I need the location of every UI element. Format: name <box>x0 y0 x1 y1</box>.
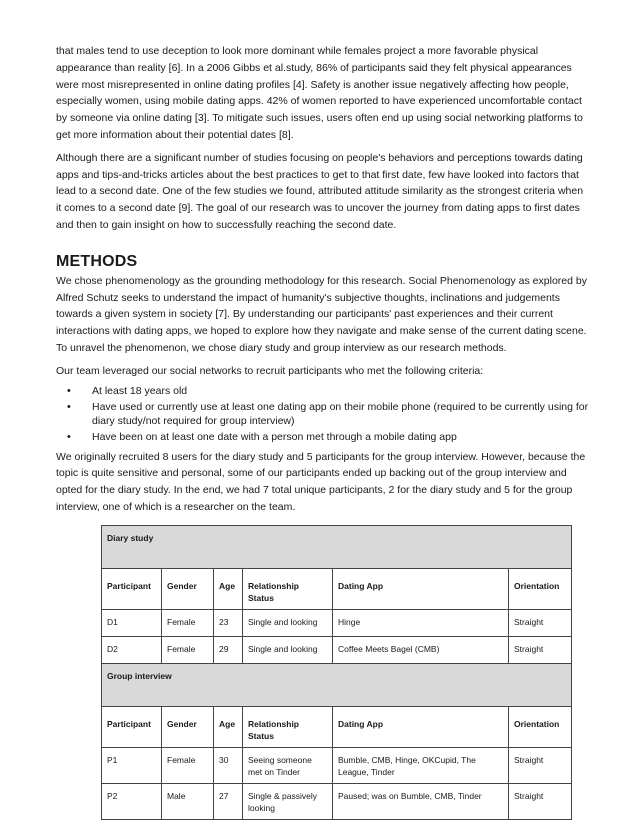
bullet-icon: • <box>67 400 71 413</box>
table-cell: Single & passively looking <box>243 783 333 819</box>
bullet-icon: • <box>67 384 71 397</box>
column-header: Participant <box>102 568 162 609</box>
table-cell: 27 <box>214 783 243 819</box>
column-header: Relationship Status <box>243 568 333 609</box>
paragraph-second-date: Although there are a significant number of studies focusing on people's behaviors and perceptions towards dating apps and tips-and-tricks articles about the best practices to get to that first date, few have looked into factors that lead to a second date. One of the few studies we found, attributed attitude similarity as the strongest criteria when it comes to a second date [9]. The goal of our research was to uncover the journey from dating apps to first dates and then to gain insight on how to successfully reaching the second date. <box>56 151 584 231</box>
table-row <box>102 747 572 783</box>
table-cell: 23 <box>214 609 243 636</box>
table-cell: Male <box>162 783 214 819</box>
table-cell: Single and looking <box>243 609 333 636</box>
list-item: • At least 18 years old <box>67 384 188 397</box>
table-cell: 30 <box>214 747 243 783</box>
table-header-row <box>102 568 572 609</box>
table-cell: Straight <box>509 636 572 663</box>
table-row <box>102 783 572 819</box>
paragraph-recruit: Our team leveraged our social networks to recruit participants who met the following criteria: <box>56 364 484 377</box>
table-cell: Seeing someone met on Tinder <box>243 747 333 783</box>
list-item: • Have been on at least one date with a person met through a mobile dating app <box>67 430 457 443</box>
column-header: Orientation <box>509 568 572 609</box>
column-header: Participant <box>102 706 162 747</box>
list-item: • Have used or currently use at least one dating app on their mobile phone (required to be currently using for diary study/not required for group interview) <box>67 400 589 427</box>
table-cell: Coffee Meets Bagel (CMB) <box>333 636 509 663</box>
paragraph-phenomenology: We chose phenomenology as the grounding methodology for this research. Social Phenomenology as explored by Alfred Schutz seeks to understand the impact of humanity's subjective thoughts, inclinations and judgements towards a given system in society [7]. By understanding our participants' past experiences and their current interactions with dating apps, we hoped to explore how they navigate and make sense of the current dating scene. To unravel the phenomenon, we chose diary study and group interview as our research methods. <box>56 274 587 354</box>
paragraph-participants: We originally recruited 8 users for the diary study and 5 participants for the group interview. However, because the topic is quite sensitive and personal, some of our participants ended up backing out of the group interview and opted for the diary study. In the end, we had 7 total unique participants, 2 for the diary study and 5 for the group interview, one of which is a researcher on the team. <box>56 450 586 513</box>
table-cell: P2 <box>102 783 162 819</box>
table-cell: D1 <box>102 609 162 636</box>
table-cell: P1 <box>102 747 162 783</box>
table-header-row <box>102 706 572 747</box>
table-cell: Paused; was on Bumble, CMB, Tinder <box>333 783 509 819</box>
methods-heading: METHODS <box>56 252 138 270</box>
table-cell: Female <box>162 636 214 663</box>
column-header: Relationship Status <box>243 706 333 747</box>
paragraph-deception: that males tend to use deception to look more dominant while females project a more favorable physical appearance than reality [6]. In a 2006 Gibbs et al.study, 86% of participants said they felt physical appearances were most misrepresented in online dating profiles [4]. Safety is another issue negatively affecting how people, especially women, using mobile dating apps. 42% of women reported to have experienced uncomfortable contact by someone via online dating [3]. To mitigate such issues, users often end up using social networking platforms to get more information about their potential dates [8]. <box>56 45 583 141</box>
table-cell: Bumble, CMB, Hinge, OKCupid, The League, Tinder <box>333 747 509 783</box>
participants-table <box>101 525 572 820</box>
bullet-icon: • <box>67 430 71 443</box>
table-cell: 29 <box>214 636 243 663</box>
table-cell: Straight <box>509 609 572 636</box>
table-cell: Hinge <box>333 609 509 636</box>
table-cell: Straight <box>509 783 572 819</box>
table-row <box>102 609 572 636</box>
column-header: Dating App <box>333 568 509 609</box>
table-cell: Female <box>162 747 214 783</box>
table-cell: Female <box>162 609 214 636</box>
column-header: Gender <box>162 706 214 747</box>
column-header: Gender <box>162 568 214 609</box>
table-cell: Straight <box>509 747 572 783</box>
table-cell: Single and looking <box>243 636 333 663</box>
column-header: Age <box>214 706 243 747</box>
section-group-interview: Group interview <box>102 663 572 706</box>
criteria-list <box>56 384 590 444</box>
column-header: Orientation <box>509 706 572 747</box>
table-row <box>102 636 572 663</box>
column-header: Age <box>214 568 243 609</box>
column-header: Dating App <box>333 706 509 747</box>
section-diary-study: Diary study <box>102 525 572 568</box>
table-cell: D2 <box>102 636 162 663</box>
